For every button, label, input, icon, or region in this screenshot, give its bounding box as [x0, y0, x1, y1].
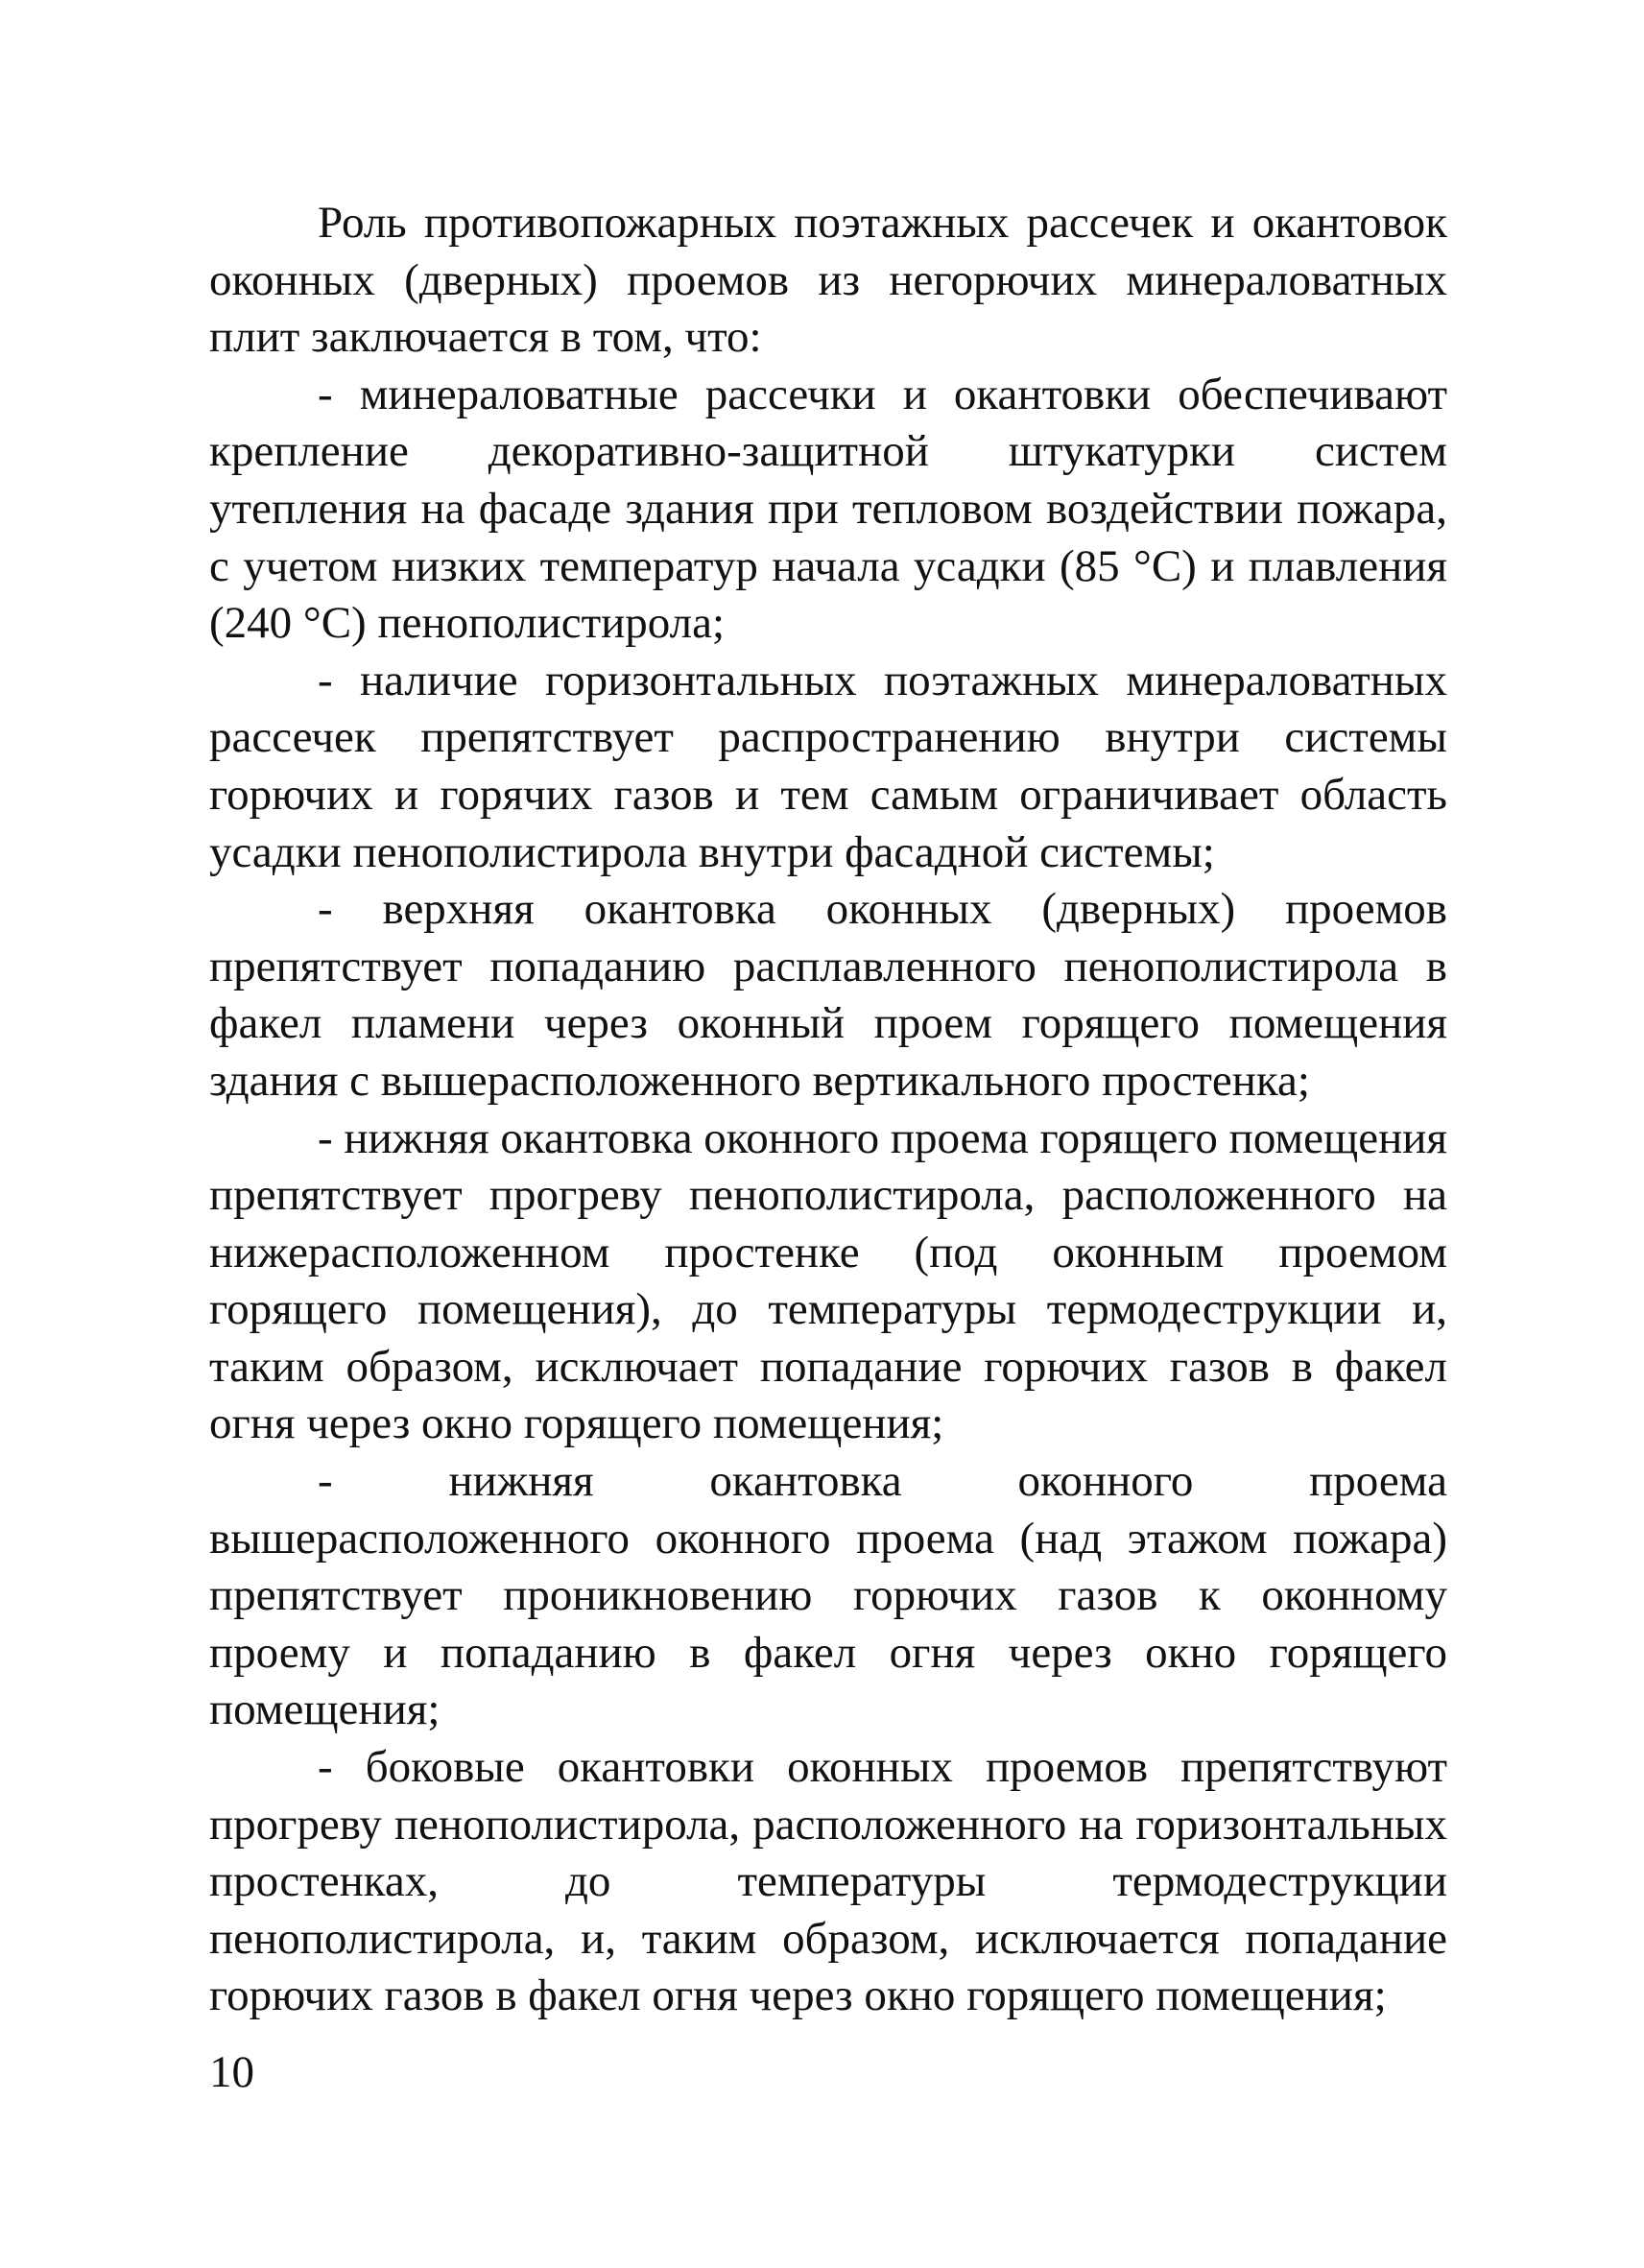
paragraph-list-item: - нижняя окантовка оконного проема горящего помещения препятствует прогреву пенополистирола, расположенного на нижерасположенном простенке (под оконным проемом горящего помещения), до температуры термодеструкции и, таким образом, исключает попадание горючих газов в факел огня через окно горящего помещения; — [209, 1112, 1447, 1449]
paragraph-list-item: - верхняя окантовка оконных (дверных) проемов препятствует попаданию расплавленного пенополистирола в факел пламени через оконный проем горящего помещения здания с вышерасположенного вертикального простенка; — [209, 884, 1447, 1106]
paragraph-list-item: - боковые окантовки оконных проемов препятствуют прогреву пенополистирола, расположенного на горизонтальных простенках, до температуры термодеструкции пенополистирола, и, таким образом, исключается попадание горючих газов в факел огня через окно горящего помещения; — [209, 1742, 1447, 2021]
body-text — [209, 195, 1447, 2025]
paragraph-list-item: - наличие горизонтальных поэтажных минераловатных рассечек препятствует распространению внутри системы горючих и горячих газов и тем самым ограничивает область усадки пенополистирола внутри фасадной системы; — [209, 655, 1447, 877]
page-number: 10 — [209, 2047, 254, 2097]
paragraph-list-item: - минераловатные рассечки и окантовки обеспечивают крепление декоративно-защитной штукатурки систем утепления на фасаде здания при тепловом воздействии пожара, с учетом низких температур начала усадки (85 °С) и плавления (240 °С) пенополистирола; — [209, 369, 1447, 649]
paragraph-intro: Роль противопожарных поэтажных рассечек и окантовок оконных (дверных) проемов из негорючих минераловатных плит заключается в том, что: — [209, 198, 1447, 363]
paragraph-list-item: - нижняя окантовка оконного проема вышерасположенного оконного проема (над этажом пожара) препятствует проникновению горючих газов к оконному проему и попаданию в факел огня через окно горящего помещения; — [209, 1456, 1447, 1735]
